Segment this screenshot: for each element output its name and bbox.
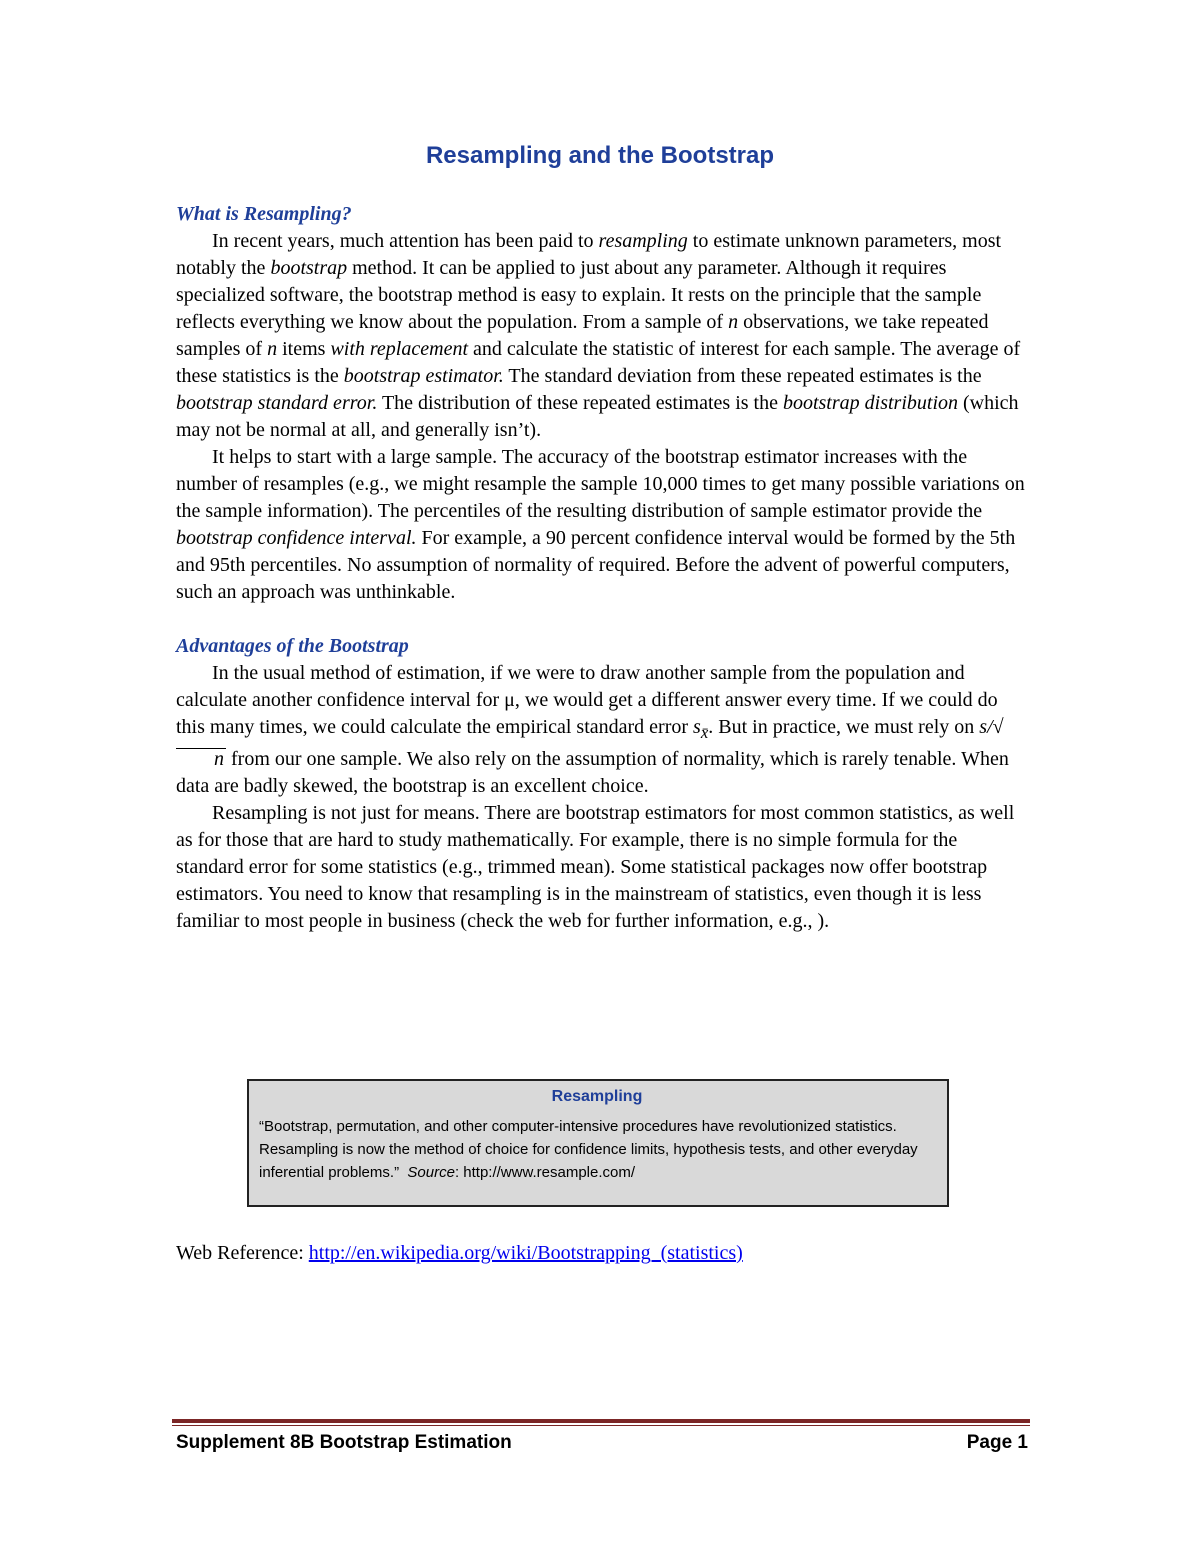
paragraph: In the usual method of estimation, if we were to draw another sample from the population and calculate another confidence interval for μ, we would get a different answer every time. If we could do this many times, we could calculate the empirical standard error $s_{x̄}$. But in practice, we must rely on s/√n from our one sample. We also rely on the assumption of normality, which is rarely tenable. When data are badly skewed, the bootstrap is an excellent choice. bbox=[176, 662, 1009, 797]
paragraph: It helps to start with a large sample. The accuracy of the bootstrap estimator increases with the number of resamples (e.g., we might resample the sample 10,000 times to get many possible variations on the sample information). The percentiles of the resulting distribution of sample estimator provide the bootstrap confidence interval. For example, a 90 percent confidence interval would be formed by the 5th and 95th percentiles. No assumption of normality of required. Before the advent of powerful computers, such an approach was unthinkable. bbox=[176, 446, 1025, 603]
page-title: Resampling and the Bootstrap bbox=[425, 142, 775, 169]
paragraph: In recent years, much attention has been paid to resampling to estimate unknown parameters, most notably the bootstrap method. It can be applied to just about any parameter. Although it requires specialized software, the bootstrap method is easy to explain. It rests on the principle that the sample reflects everything we know about the population. From a sample of n observations, we take repeated samples of n items with replacement and calculate the statistic of interest for each sample. The average of these statistics is the bootstrap estimator. The standard deviation from these repeated estimates is the bootstrap standard error. The distribution of these repeated estimates is the bootstrap distribution (which may not be normal at all, and generally isn’t). bbox=[176, 230, 1021, 441]
callout-title: Resampling bbox=[551, 1088, 643, 1105]
callout-source-url: http://www.resample.com/ bbox=[463, 1164, 636, 1181]
callout-source-label: Source bbox=[407, 1164, 455, 1181]
section-heading-what-is-resampling: What is Resampling? bbox=[176, 203, 352, 225]
document-body bbox=[176, 200, 1026, 935]
section-heading-advantages: Advantages of the Bootstrap bbox=[176, 635, 409, 657]
footer-rule bbox=[172, 1419, 1030, 1423]
web-reference-link[interactable]: http://en.wikipedia.org/wiki/Bootstrapping_(statistics) bbox=[308, 1242, 743, 1264]
footer-chapter: Supplement 8B Bootstrap Estimation bbox=[176, 1432, 512, 1453]
math-std-error-xbar: $s_{x̄}$ bbox=[693, 716, 709, 742]
footer-page-number: Page 1 bbox=[966, 1432, 1028, 1453]
math-s-over-sqrt-n: s/√n bbox=[176, 716, 1004, 770]
callout-quote: “Bootstrap, permutation, and other computer-intensive procedures have revolutionized statistics. Resampling is now the method of choice for confidence limits, hypothesis tests, and other everyday inferential problems.” Source: http://www.resample.com/ bbox=[259, 1118, 918, 1181]
footer-rule-thin bbox=[172, 1425, 1030, 1426]
web-reference: Web Reference: http://en.wikipedia.org/wiki/Bootstrapping_(statistics) bbox=[176, 1242, 743, 1264]
callout-box bbox=[247, 1079, 949, 1207]
paragraph: Resampling is not just for means. There are bootstrap estimators for most common statistics, as well as for those that are hard to study mathematically. For example, there is no simple formula for the standard error for some statistics (e.g., trimmed mean). Some statistical packages now offer bootstrap estimators. You need to know that resampling is in the mainstream of statistics, even though it is less familiar to most people in business (check the web for further information, e.g., ). bbox=[176, 802, 1015, 932]
